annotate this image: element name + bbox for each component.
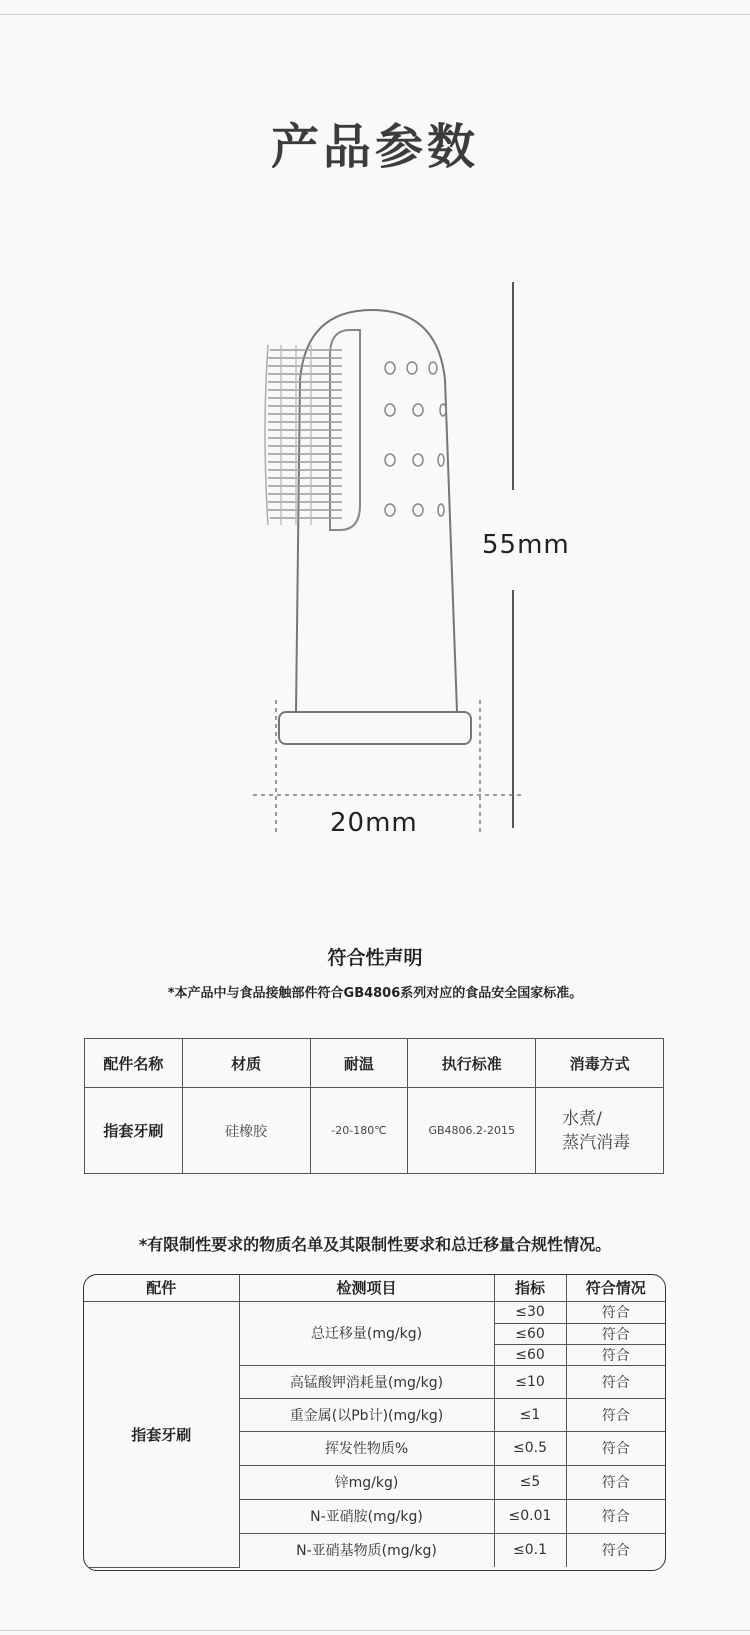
cell-limit: ≤30 xyxy=(494,1301,566,1323)
cell-result: 符合 xyxy=(566,1431,665,1465)
cell-item: 挥发性物质% xyxy=(239,1431,494,1465)
disinfect-line-2: 蒸汽消毒 xyxy=(562,1132,631,1153)
conformity-statement: *本产品中与食品接触部件符合GB4806系列对应的食品安全国家标准。 xyxy=(167,986,583,1001)
height-label: 55mm xyxy=(482,530,570,560)
page-title: 产品参数 xyxy=(270,119,479,175)
finger-sleeve xyxy=(296,310,457,712)
restriction-heading: *有限制性要求的物质名单及其限制性要求和总迁移量合规性情况。 xyxy=(138,1235,612,1254)
header-result: 符合情况 xyxy=(566,1275,665,1301)
cell-result: 符合 xyxy=(566,1344,665,1365)
cell-material: 硅橡胶 xyxy=(182,1088,310,1174)
cell-result: 符合 xyxy=(566,1465,665,1499)
cell-standard: GB4806.2-2015 xyxy=(408,1088,536,1174)
cell-part: 指套牙刷 xyxy=(85,1088,183,1174)
cell-item: 锌mg/kg) xyxy=(239,1465,494,1499)
cell-temp: -20-180℃ xyxy=(310,1088,408,1174)
cell-item: 高锰酸钾消耗量(mg/kg) xyxy=(239,1365,494,1398)
cell-item: N-亚硝胺(mg/kg) xyxy=(239,1499,494,1533)
restriction-table xyxy=(84,1275,665,1568)
cell-limit: ≤60 xyxy=(494,1323,566,1344)
bottom-divider xyxy=(0,1630,750,1631)
cell-limit: ≤5 xyxy=(494,1465,566,1499)
spec-table xyxy=(84,1038,664,1174)
cell-result: 符合 xyxy=(566,1301,665,1323)
conformity-heading: 符合性声明 xyxy=(327,947,423,969)
cell-limit: ≤10 xyxy=(494,1365,566,1398)
header-material: 材质 xyxy=(182,1039,310,1088)
header-limit: 指标 xyxy=(494,1275,566,1301)
header-standard: 执行标准 xyxy=(408,1039,536,1088)
cell-disinfection xyxy=(536,1088,664,1174)
header-test-item: 检测项目 xyxy=(239,1275,494,1301)
disinfect-line-1: 水煮/ xyxy=(562,1108,602,1129)
cell-result: 符合 xyxy=(566,1323,665,1344)
cell-item: N-亚硝基物质(mg/kg) xyxy=(239,1533,494,1567)
cell-result: 符合 xyxy=(566,1499,665,1533)
restriction-table-header xyxy=(84,1275,665,1301)
header-temperature: 耐温 xyxy=(310,1039,408,1088)
header-disinfection: 消毒方式 xyxy=(536,1039,664,1088)
cell-item-migration: 总迁移量(mg/kg) xyxy=(239,1301,494,1365)
cell-limit: ≤0.01 xyxy=(494,1499,566,1533)
cell-limit: ≤0.1 xyxy=(494,1533,566,1567)
cell-result: 符合 xyxy=(566,1365,665,1398)
dimples xyxy=(385,362,446,516)
cell-limit: ≤0.5 xyxy=(494,1431,566,1465)
table-row xyxy=(85,1088,664,1174)
table-row xyxy=(84,1301,665,1323)
base-ring xyxy=(279,712,471,744)
restriction-table-frame xyxy=(83,1274,666,1571)
cell-result: 符合 xyxy=(566,1533,665,1567)
cell-item: 重金属(以Pb计)(mg/kg) xyxy=(239,1398,494,1431)
cell-part: 指套牙刷 xyxy=(84,1301,239,1567)
cell-result: 符合 xyxy=(566,1398,665,1431)
header-part: 配件 xyxy=(84,1275,239,1301)
header-part-name: 配件名称 xyxy=(85,1039,183,1088)
spec-table-header xyxy=(85,1039,664,1088)
cell-limit: ≤1 xyxy=(494,1398,566,1431)
cell-limit: ≤60 xyxy=(494,1344,566,1365)
width-label: 20mm xyxy=(330,808,418,838)
